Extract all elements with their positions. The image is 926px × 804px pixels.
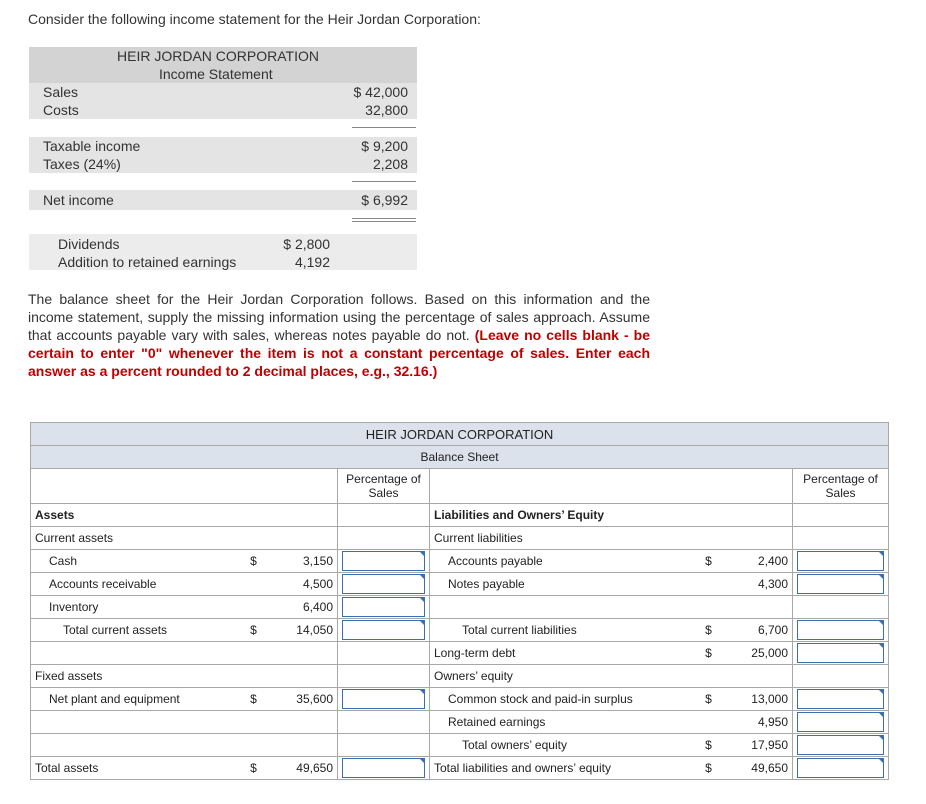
is-dividends-value: $ 2,800 [283,236,330,252]
ar-pct-cell [338,573,430,596]
empty-cell [693,711,725,734]
empty-cell [270,734,338,757]
tca-value: 14,050 [270,619,338,642]
intro-text: Consider the following income statement for the Heir Jordan Corporation: [28,11,481,27]
tcl-pct-cell [793,619,889,642]
bs-company: HEIR JORDAN CORPORATION [31,423,889,446]
empty-cell [270,711,338,734]
empty-cell [793,665,889,688]
is-taxable-value: $ 9,200 [361,138,408,154]
balance-sheet-table [30,422,889,780]
re-value: 4,950 [725,711,793,734]
is-net-label: Net income [43,192,114,208]
ta-pct-cell [338,757,430,780]
tcl-dollar: $ [693,619,725,642]
tca-pct-cell [338,619,430,642]
ltd-pct-input[interactable] [797,643,884,663]
cs-dollar: $ [693,688,725,711]
empty-cell [238,573,270,596]
instructions [28,290,650,380]
is-taxes-label: Taxes (24%) [43,156,121,172]
cash-dollar: $ [238,550,270,573]
is-taxes-value: 2,208 [372,156,408,172]
is-taxable-label: Taxable income [43,138,141,154]
toe-dollar: $ [693,734,725,757]
empty-cell [31,642,238,665]
is-addition-label: Addition to retained earnings [58,254,237,270]
inventory-label: Inventory [31,596,238,619]
ta-label: Total assets [31,757,238,780]
is-double-underline-a [352,218,416,219]
np-label: Notes payable [430,573,693,596]
npe-dollar: $ [238,688,270,711]
tcl-pct-input[interactable] [797,620,884,640]
cash-value: 3,150 [270,550,338,573]
pct-header-right: Percentage of Sales [793,469,889,504]
cash-label: Cash [31,550,238,573]
tcl-value: 6,700 [725,619,793,642]
inventory-pct-input[interactable] [342,597,425,617]
tloe-pct-cell [793,757,889,780]
tcl-label: Total current liabilities [430,619,693,642]
ap-value: 2,400 [725,550,793,573]
current-liabilities-label: Current liabilities [430,527,793,550]
tca-pct-input[interactable] [342,620,425,640]
cs-value: 13,000 [725,688,793,711]
is-double-underline-b [352,221,416,222]
empty-cell [238,734,270,757]
toe-label: Total owners’ equity [430,734,693,757]
cs-pct-input[interactable] [797,689,884,709]
fixed-assets-label: Fixed assets [31,665,338,688]
ta-value: 49,650 [270,757,338,780]
empty-cell [238,642,270,665]
empty-cell [725,596,793,619]
np-pct-cell [793,573,889,596]
empty-cell [338,734,430,757]
toe-value: 17,950 [725,734,793,757]
np-value: 4,300 [725,573,793,596]
empty-cell [338,665,430,688]
npe-pct-cell [338,688,430,711]
is-costs-label: Costs [43,102,79,118]
toe-pct-input[interactable] [797,735,884,755]
is-costs-value: 32,800 [365,102,408,118]
tloe-value: 49,650 [725,757,793,780]
ltd-dollar: $ [693,642,725,665]
empty-cell [430,596,693,619]
bs-blank-header-right [430,469,793,504]
re-pct-cell [793,711,889,734]
owners-equity-label: Owners’ equity [430,665,793,688]
empty-cell [238,711,270,734]
re-pct-input[interactable] [797,712,884,732]
ta-pct-input[interactable] [342,758,425,778]
is-underline-1 [352,127,416,128]
empty-cell [31,734,238,757]
is-dividends-label: Dividends [58,236,120,252]
empty-cell [793,504,889,527]
empty-cell [793,596,889,619]
tca-dollar: $ [238,619,270,642]
empty-cell [270,642,338,665]
instructions-warning: (Leave no cells blank - be certain to enter "0" whenever the item is not a constant percentage of sales. Enter each answer as a percent rounded to 2 decimal places, e.g., 32.16.) [28,327,651,379]
ltd-label: Long-term debt [430,642,693,665]
cash-pct-input[interactable] [342,551,425,571]
cash-pct-cell [338,550,430,573]
tca-label: Total current assets [31,619,238,642]
current-assets-label: Current assets [31,527,338,550]
is-sales-value: $ 42,000 [353,84,408,100]
is-addition-value: 4,192 [294,254,330,270]
ar-pct-input[interactable] [342,574,425,594]
bs-blank-header-left [31,469,338,504]
instructions-text: The balance sheet for the Heir Jordan Corporation follows. Based on this information and the income statement, supply the missing information using the percentage of sales approach. Assume that accounts payable vary with sales, whereas notes payable do not. [28,291,650,343]
empty-cell [338,711,430,734]
is-company: HEIR JORDAN CORPORATION [117,48,319,64]
npe-label: Net plant and equipment [31,688,238,711]
assets-heading: Assets [31,504,338,527]
tloe-dollar: $ [693,757,725,780]
is-net-value: $ 6,992 [361,192,408,208]
ap-pct-input[interactable] [797,551,884,571]
ta-dollar: $ [238,757,270,780]
is-sales-label: Sales [43,84,79,100]
empty-cell [693,573,725,596]
npe-value: 35,600 [270,688,338,711]
empty-cell [338,527,430,550]
empty-cell [693,596,725,619]
is-title: Income Statement [159,66,273,82]
re-label: Retained earnings [430,711,693,734]
ar-value: 4,500 [270,573,338,596]
empty-cell [793,527,889,550]
tloe-label: Total liabilities and owners’ equity [430,757,693,780]
empty-cell [238,596,270,619]
pct-header-left: Percentage of Sales [338,469,430,504]
toe-pct-cell [793,734,889,757]
empty-cell [338,642,430,665]
npe-pct-input[interactable] [342,689,425,709]
cs-pct-cell [793,688,889,711]
ar-label: Accounts receivable [31,573,238,596]
ap-label: Accounts payable [430,550,693,573]
bs-title: Balance Sheet [31,446,889,469]
cs-label: Common stock and paid-in surplus [430,688,693,711]
ltd-pct-cell [793,642,889,665]
is-underline-2 [352,181,416,182]
liabilities-heading: Liabilities and Owners’ Equity [430,504,793,527]
ap-pct-cell [793,550,889,573]
inventory-value: 6,400 [270,596,338,619]
tloe-pct-input[interactable] [797,758,884,778]
empty-cell [338,504,430,527]
np-pct-input[interactable] [797,574,884,594]
empty-cell [31,711,238,734]
ltd-value: 25,000 [725,642,793,665]
inventory-pct-cell [338,596,430,619]
ap-dollar: $ [693,550,725,573]
